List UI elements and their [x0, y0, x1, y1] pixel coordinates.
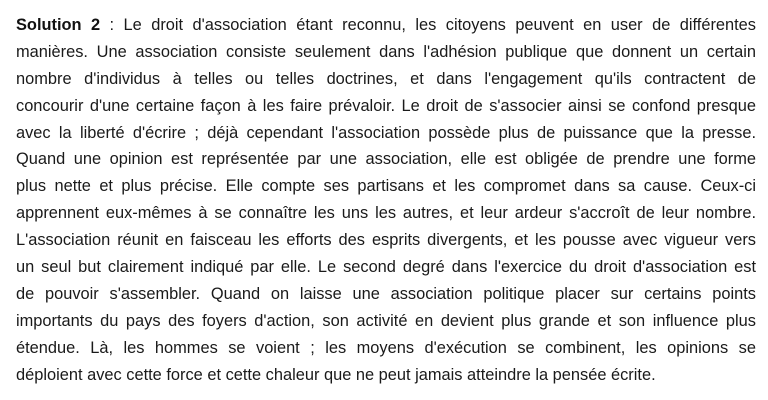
paragraph-line-9: L'association réunit en faisceau les efforts des esprits divergents, et les pousse avec vigueur vers	[16, 231, 756, 250]
paragraph-line-10: un seul but clairement indiqué par elle. Le second degré dans l'exercice du droit d'association est	[16, 258, 756, 277]
paragraph-line-1	[16, 12, 756, 39]
paragraph-line-12: importants du pays des foyers d'action, son activité en devient plus grande et son influence plus	[16, 311, 756, 330]
paragraph-line-13: étendue. Là, les hommes se voient ; les moyens d'exécution se combinent, les opinions se	[16, 338, 756, 357]
paragraph-line-8: apprennent eux-mêmes à se connaître les uns les autres, et leur ardeur s'accroît de leur nombre.	[16, 204, 756, 223]
paragraph-line-11: de pouvoir s'assembler. Quand on laisse une association politique placer sur certains points	[16, 284, 756, 303]
solution-paragraph	[16, 12, 756, 388]
paragraph-line-1-text: : Le droit d'association étant reconnu, les citoyens peuvent en user de différentes	[100, 16, 756, 34]
paragraph-line-7: plus nette et plus précise. Elle compte ses partisans et les compromet dans sa cause. Ceux-ci	[16, 177, 756, 196]
solution-label: Solution 2	[16, 16, 101, 34]
paragraph-line-3: nombre d'individus à telles ou telles doctrines, et dans l'engagement qu'ils contractent de	[16, 69, 756, 88]
paragraph-line-4: concourir d'une certaine façon à les faire prévaloir. Le droit de s'associer ainsi se confond presque	[16, 96, 756, 115]
paragraph-line-5: avec la liberté d'écrire ; déjà cependant l'association possède plus de puissance que la presse.	[16, 123, 756, 142]
paragraph-line-6: Quand une opinion est représentée par une association, elle est obligée de prendre une forme	[16, 150, 756, 169]
paragraph-line-2: manières. Une association consiste seulement dans l'adhésion publique que donnent un certain	[16, 42, 756, 61]
paragraph-line-14: déploient avec cette force et cette chaleur que ne peut jamais atteindre la pensée écrite.	[16, 365, 656, 384]
